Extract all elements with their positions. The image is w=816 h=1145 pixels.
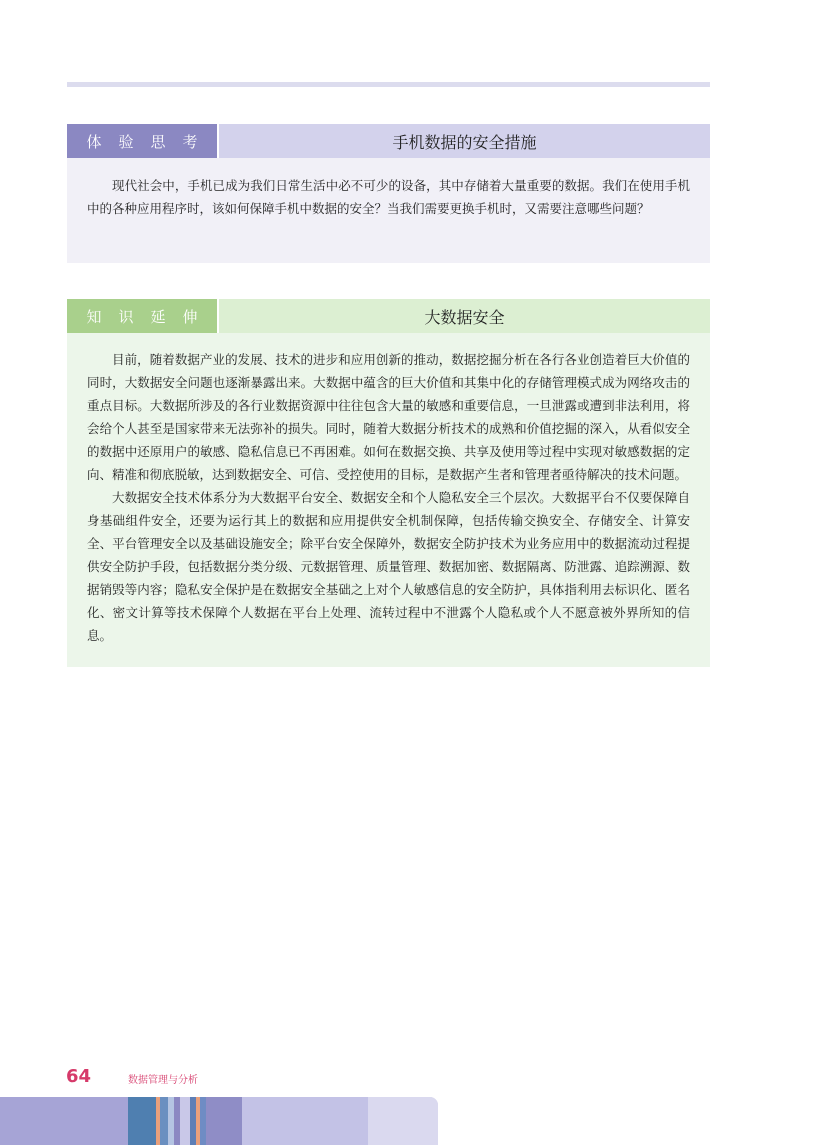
footer-stripe xyxy=(160,1097,168,1145)
box-tag: 知识延伸 xyxy=(67,299,217,333)
knowledge-extension-box xyxy=(67,299,710,667)
footer-stripe xyxy=(206,1097,242,1145)
paragraph: 目前，随着数据产业的发展、技术的进步和应用创新的推动，数据挖掘分析在各行各业创造着巨大价值的同时，大数据安全问题也逐渐暴露出来。大数据中蕴含的巨大价值和其集中化的存储管理模式成为网络攻击的重点目标。大数据所涉及的各行业数据资源中往往包含大量的敏感和重要信息，一旦泄露或遭到非法利用，将会给个人甚至是国家带来无法弥补的损失。同时，随着大数据分析技术的成熟和价值挖掘的深入，从看似安全的数据中还原用户的敏感、隐私信息已不再困难。如何在数据交换、共享及使用等过程中实现对敏感数据的定向、精准和彻底脱敏，达到数据安全、可信、受控使用的目标，是数据产生者和管理者亟待解决的技术问题。 xyxy=(87,352,690,482)
box-body xyxy=(67,333,710,667)
box-header xyxy=(67,299,710,333)
box-header xyxy=(67,124,710,158)
footer-stripe xyxy=(180,1097,190,1145)
paragraph: 现代社会中，手机已成为我们日常生活中必不可少的设备，其中存储着大量重要的数据。我们在使用手机中的各种应用程序时，该如何保障手机中数据的安全？当我们需要更换手机时，又需要注意哪些问题？ xyxy=(87,178,690,216)
footer-stripe xyxy=(0,1097,128,1145)
box-title: 大数据安全 xyxy=(219,299,710,333)
top-rule xyxy=(67,82,710,87)
box-tag: 体验思考 xyxy=(67,124,217,158)
paragraph: 大数据安全技术体系分为大数据平台安全、数据安全和个人隐私安全三个层次。大数据平台不仅要保障自身基础组件安全，还要为运行其上的数据和应用提供安全机制保障，包括传输交换安全、存储安全、计算安全、平台管理安全以及基础设施安全；除平台安全保障外，数据安全防护技术为业务应用中的数据流动过程提供安全防护手段，包括数据分类分级、元数据管理、质量管理、数据加密、数据隔离、防泄露、追踪溯源、数据销毁等内容；隐私安全保护是在数据安全基础之上对个人敏感信息的安全防护，具体指利用去标识化、匿名化、密文计算等技术保障个人数据在平台上处理、流转过程中不泄露个人隐私或个人不愿意被外界所知的信息。 xyxy=(87,490,690,643)
book-title: 数据管理与分析 xyxy=(128,1075,198,1086)
footer-stripe xyxy=(242,1097,368,1145)
page-number: 64 xyxy=(66,1066,92,1087)
footer-decoration-bar xyxy=(0,1097,438,1145)
footer-stripe xyxy=(128,1097,156,1145)
box-body xyxy=(67,158,710,263)
experience-thinking-box xyxy=(67,124,710,263)
footer-stripe xyxy=(368,1097,438,1145)
box-title: 手机数据的安全措施 xyxy=(219,124,710,158)
